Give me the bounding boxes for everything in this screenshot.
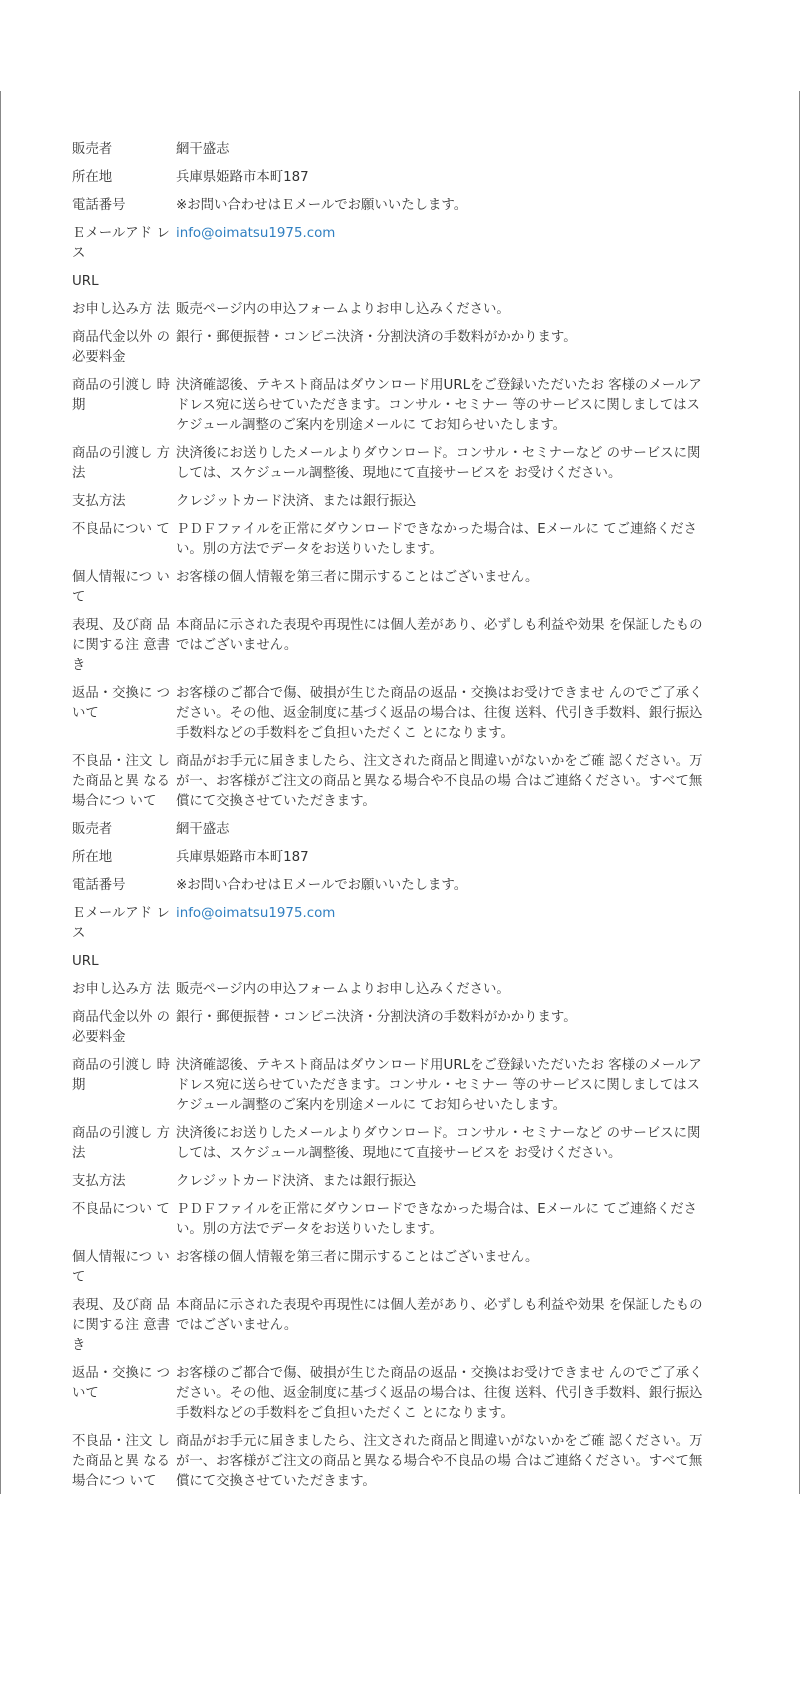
row-value: 販売ページ内の申込フォームよりお申し込みください。 xyxy=(176,302,510,317)
info-row xyxy=(72,1432,712,1492)
info-row xyxy=(72,492,712,512)
row-label: 商品の引渡し 時期 xyxy=(72,1058,170,1093)
row-label: 不良品・注文 した商品と異 なる場合につ いて xyxy=(72,754,170,809)
row-value: 決済確認後、テキスト商品はダウンロード用URLをご登録いただいたお 客様のメールアドレス宛に送らせていただきます。コンサル・セミナー 等のサービスに関しましてはスケジュール調整のご案内を別途メールに てお知らせいたします。 xyxy=(176,378,702,433)
row-label: 不良品につい て xyxy=(72,1202,170,1217)
info-row xyxy=(72,684,712,744)
info-row xyxy=(72,752,712,812)
info-row xyxy=(72,876,712,896)
info-row xyxy=(72,224,712,264)
row-label: 表現、及び商 品に関する注 意書き xyxy=(72,618,170,673)
info-row xyxy=(72,820,712,840)
row-label: 不良品・注文 した商品と異 なる場合につ いて xyxy=(72,1434,170,1489)
info-row xyxy=(72,328,712,368)
row-value: 銀行・郵便振替・コンピニ決済・分割決済の手数料がかかります。 xyxy=(176,330,577,345)
info-row xyxy=(72,520,712,560)
row-value: お客様の個人情報を第三者に開示することはございません。 xyxy=(176,570,539,585)
row-label: 商品代金以外 の必要料金 xyxy=(72,1010,170,1045)
row-label: 返品・交換に ついて xyxy=(72,686,170,721)
row-label: 販売者 xyxy=(72,822,113,837)
row-value: 商品がお手元に届きましたら、注文された商品と間違いがないかをご確 認ください。万が一、お客様がご注文の商品と異なる場合や不良品の場 合はご連絡ください。すべて無償にて交換させていただきます。 xyxy=(176,1434,703,1489)
row-label: URL xyxy=(72,954,99,969)
row-label: Ｅメールアド レス xyxy=(72,226,170,261)
row-label: URL xyxy=(72,274,99,289)
row-value: 銀行・郵便振替・コンピニ決済・分割決済の手数料がかかります。 xyxy=(176,1010,577,1025)
info-row xyxy=(72,196,712,216)
row-value: 決済後にお送りしたメールよりダウンロード。コンサル・セミナーなど のサービスに関しては、スケジュール調整後、現地にて直接サービスを お受けください。 xyxy=(176,1126,701,1161)
row-value: 決済確認後、テキスト商品はダウンロード用URLをご登録いただいたお 客様のメールアドレス宛に送らせていただきます。コンサル・セミナー 等のサービスに関しましてはスケジュール調整のご案内を別途メールに てお知らせいたします。 xyxy=(176,1058,702,1113)
row-value: お客様のご都合で傷、破損が生じた商品の返品・交換はお受けできませ んのでご了承ください。その他、返金制度に基づく返品の場合は、往復 送料、代引き手数料、銀行振込手数料などの手数料をご負担いただくこ とになります。 xyxy=(176,1366,703,1421)
row-label: 不良品につい て xyxy=(72,522,170,537)
info-row xyxy=(72,444,712,484)
row-label: Ｅメールアド レス xyxy=(72,906,170,941)
row-label: 商品の引渡し 方法 xyxy=(72,1126,170,1161)
row-label: 商品代金以外 の必要料金 xyxy=(72,330,170,365)
row-label: 表現、及び商 品に関する注 意書き xyxy=(72,1298,170,1353)
info-row xyxy=(72,1124,712,1164)
info-row xyxy=(72,272,712,292)
info-section xyxy=(72,820,712,1492)
info-section xyxy=(72,140,712,812)
row-value: 販売ページ内の申込フォームよりお申し込みください。 xyxy=(176,982,510,997)
row-label: 返品・交換に ついて xyxy=(72,1366,170,1401)
commerce-law-table xyxy=(72,140,712,1500)
info-row xyxy=(72,1364,712,1424)
email-link[interactable]: info@oimatsu1975.com xyxy=(176,906,336,921)
info-row xyxy=(72,1008,712,1048)
row-label: 個人情報につ いて xyxy=(72,570,170,605)
row-value xyxy=(176,904,712,924)
info-row xyxy=(72,1248,712,1288)
info-row xyxy=(72,952,712,972)
info-row xyxy=(72,568,712,608)
info-row xyxy=(72,904,712,944)
row-value: クレジットカード決済、または銀行振込 xyxy=(176,1174,417,1189)
row-value: 兵庫県姫路市本町187 xyxy=(176,170,309,185)
row-value: ※お問い合わせはＥメールでお願いいたします。 xyxy=(176,878,468,893)
row-value: 決済後にお送りしたメールよりダウンロード。コンサル・セミナーなど のサービスに関しては、スケジュール調整後、現地にて直接サービスを お受けください。 xyxy=(176,446,701,481)
info-row xyxy=(72,1172,712,1192)
row-value: 網干盛志 xyxy=(176,822,230,837)
row-label: 支払方法 xyxy=(72,494,126,509)
row-label: 商品の引渡し 方法 xyxy=(72,446,170,481)
row-value: 本商品に示された表現や再現性には個人差があり、必ずしも利益や効果 を保証したものではございません。 xyxy=(176,1298,703,1333)
info-row xyxy=(72,1296,712,1356)
info-row xyxy=(72,300,712,320)
row-value xyxy=(176,224,712,244)
row-value: クレジットカード決済、または銀行振込 xyxy=(176,494,417,509)
row-value: ※お問い合わせはＥメールでお願いいたします。 xyxy=(176,198,468,213)
row-label: 個人情報につ いて xyxy=(72,1250,170,1285)
row-value: 商品がお手元に届きましたら、注文された商品と間違いがないかをご確 認ください。万が一、お客様がご注文の商品と異なる場合や不良品の場 合はご連絡ください。すべて無償にて交換させていただきます。 xyxy=(176,754,703,809)
row-value: お客様のご都合で傷、破損が生じた商品の返品・交換はお受けできませ んのでご了承ください。その他、返金制度に基づく返品の場合は、往復 送料、代引き手数料、銀行振込手数料などの手数料をご負担いただくこ とになります。 xyxy=(176,686,703,741)
row-label: お申し込み方 法 xyxy=(72,982,170,997)
row-label: 所在地 xyxy=(72,850,113,865)
row-value: 兵庫県姫路市本町187 xyxy=(176,850,309,865)
row-label: 電話番号 xyxy=(72,198,126,213)
row-label: 販売者 xyxy=(72,142,113,157)
row-label: お申し込み方 法 xyxy=(72,302,170,317)
row-value: お客様の個人情報を第三者に開示することはございません。 xyxy=(176,1250,539,1265)
email-link[interactable]: info@oimatsu1975.com xyxy=(176,226,336,241)
row-label: 電話番号 xyxy=(72,878,126,893)
row-value: ＰＤＦファイルを正常にダウンロードできなかった場合は、Eメールに てご連絡ください。別の方法でデータをお送りいたします。 xyxy=(176,1202,698,1237)
row-value: 網干盛志 xyxy=(176,142,230,157)
info-row xyxy=(72,376,712,436)
info-row xyxy=(72,848,712,868)
info-row xyxy=(72,140,712,160)
info-row xyxy=(72,168,712,188)
row-label: 商品の引渡し 時期 xyxy=(72,378,170,413)
row-value: ＰＤＦファイルを正常にダウンロードできなかった場合は、Eメールに てご連絡ください。別の方法でデータをお送りいたします。 xyxy=(176,522,698,557)
row-label: 所在地 xyxy=(72,170,113,185)
row-value: 本商品に示された表現や再現性には個人差があり、必ずしも利益や効果 を保証したものではございません。 xyxy=(176,618,703,653)
info-row xyxy=(72,616,712,676)
row-label: 支払方法 xyxy=(72,1174,126,1189)
info-row xyxy=(72,980,712,1000)
info-row xyxy=(72,1200,712,1240)
info-row xyxy=(72,1056,712,1116)
